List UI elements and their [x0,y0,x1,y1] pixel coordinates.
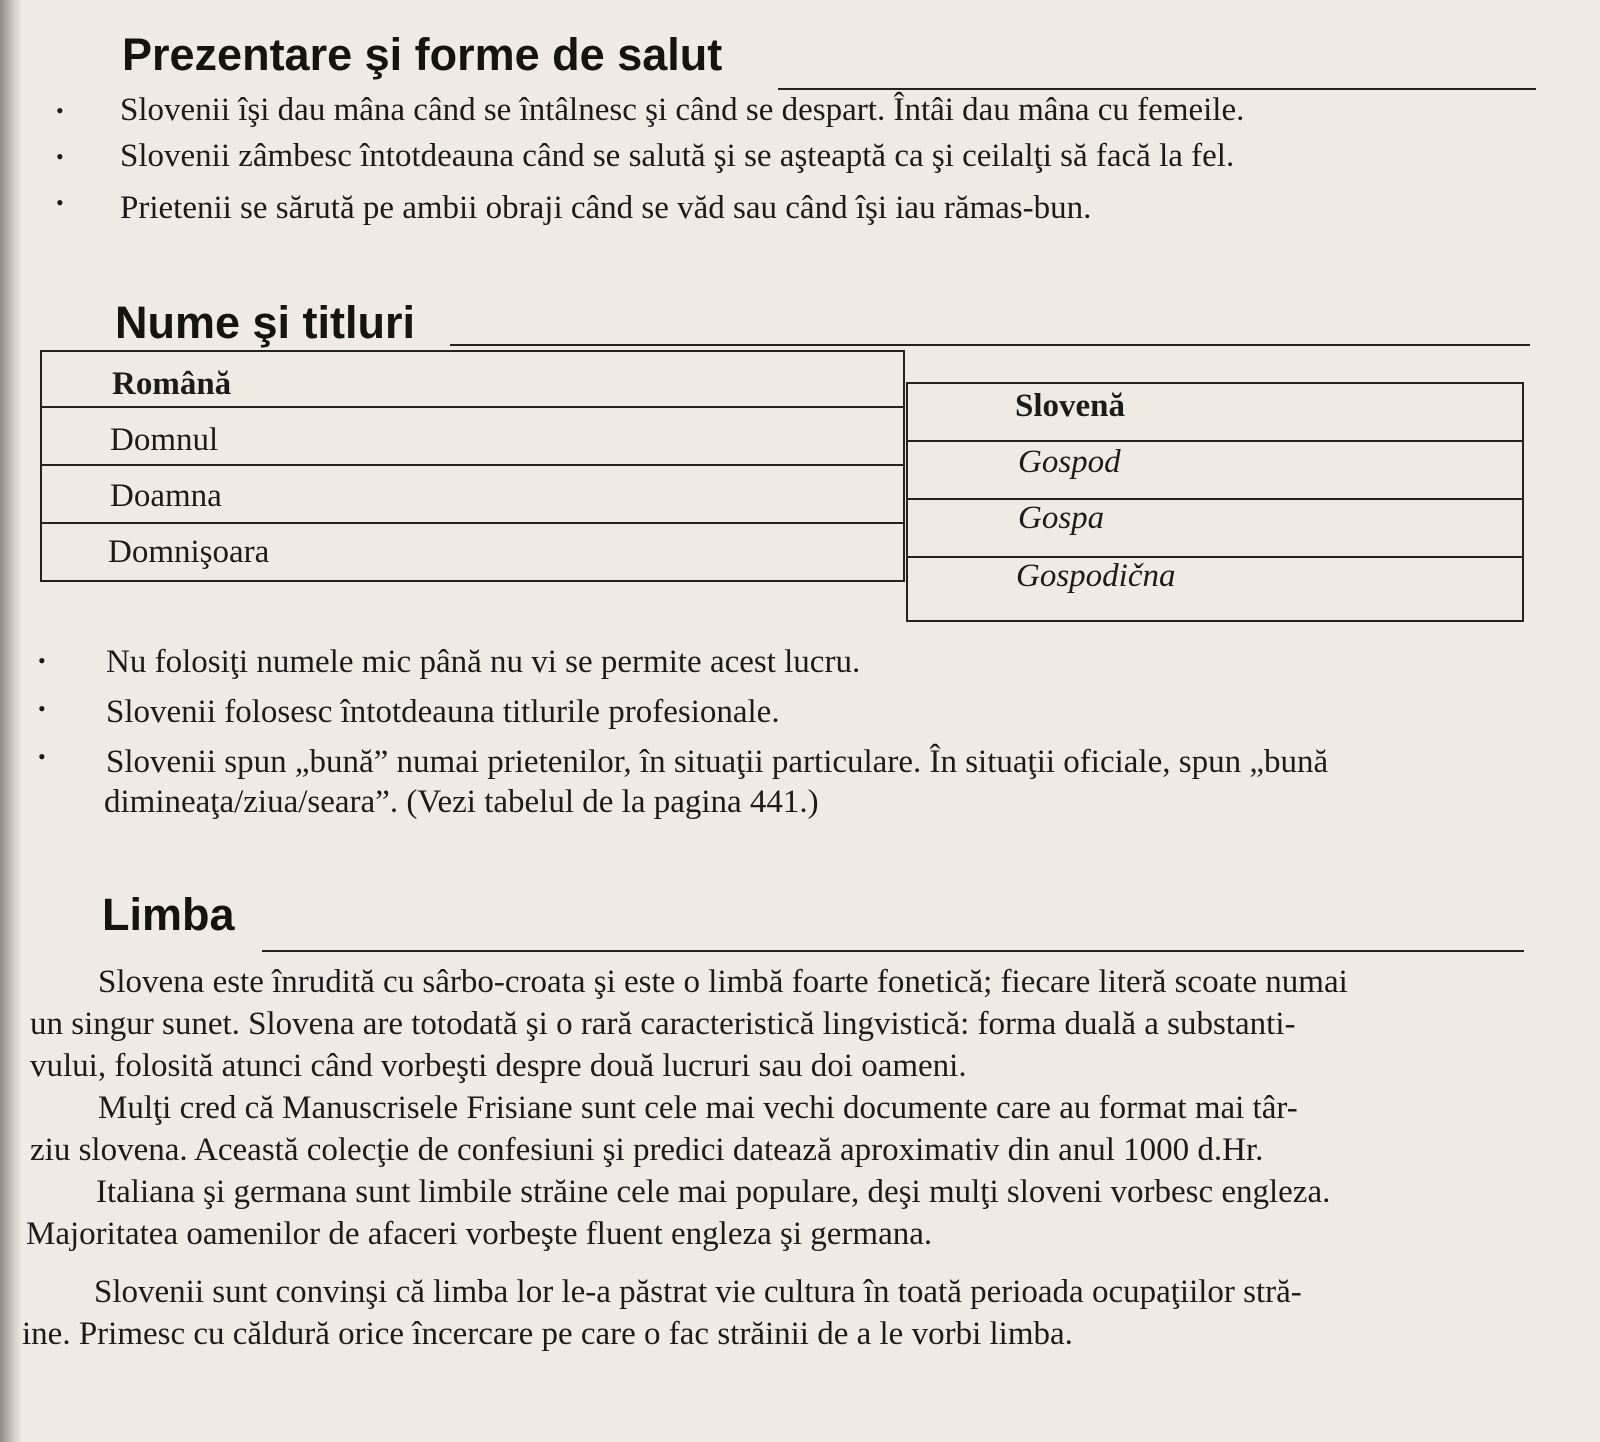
table-cell-slovenian: Gospa [1018,500,1105,536]
table-cell-romanian: Domnişoara [108,534,270,570]
list-item: • Slovenii zâmbesc întotdeauna când se salută şi se aşteaptă ca şi ceilalţi să facă la fel. [56,138,1235,174]
paragraph-line: Italiana şi germana sunt limbile străine cele mai populare, deşi mulţi sloveni vorbesc engleza. [96,1174,1331,1210]
bullet-icon: • [56,98,64,123]
paragraph-line: Slovena este înrudită cu sârbo-croata şi este o limbă foarte fonetică; fiecare literă scoate numai [98,964,1348,1000]
list-item: • Slovenii spun „bună” numai prietenilor, în situaţii particulare. În situaţii oficiale, spun „bună [38,744,1329,780]
greetings-bullet-list [56,92,1536,228]
bullet-icon: • [56,190,64,215]
section-rule-language [262,950,1524,952]
paragraph-line: un singur sunet. Slovena are totodată şi o rară caracteristică lingvistică: forma duală a substanti- [30,1006,1296,1042]
table-right-frame [906,382,1524,622]
table-cell-slovenian: Gospodična [1016,558,1176,594]
paragraph-line: Slovenii sunt convinşi că limba lor le-a păstrat vie cultura în toată perioada ocupaţiilor stră- [94,1274,1302,1310]
list-item-continuation: dimineaţa/ziua/seara”. (Vezi tabelul de la pagina 441.) [104,784,819,820]
table-row-divider [40,522,905,524]
paragraph-line: Majoritatea oamenilor de afaceri vorbeşte fluent engleza şi germana. [26,1216,933,1252]
section-title-greetings: Prezentare şi forme de salut [122,29,723,80]
table-cell-romanian: Domnul [110,422,219,458]
table-row-divider [40,406,905,408]
section-title-language: Limba [102,889,235,940]
table-row-divider [906,440,1524,442]
table-row-divider [906,498,1524,500]
table-row-divider [906,556,1524,558]
bullet-icon: • [38,744,46,769]
list-item: • Slovenii folosesc întotdeauna titlurile profesionale. [38,694,780,730]
section-title-names: Nume şi titluri [115,297,416,348]
paragraph-line: Mulţi cred că Manuscrisele Frisiane sunt cele mai vechi documente care au format mai târ- [98,1090,1298,1126]
bullet-icon: • [56,144,64,169]
list-item: • Nu folosiţi numele mic până nu vi se permite acest lucru. [38,644,861,680]
table-header-romanian: Română [112,366,232,402]
bullet-icon: • [38,696,46,721]
names-titles-table [40,350,1525,622]
names-bullet-list [38,644,1518,820]
section-rule-greetings [778,88,1536,90]
paragraph-line: vului, folosită atunci când vorbeşti despre două lucruri sau doi oameni. [30,1048,967,1084]
bullet-icon: • [38,648,46,673]
section-rule-names [450,344,1530,346]
paragraph-line: ine. Primesc cu căldură orice încercare pe care o fac străinii de a le vorbi limba. [22,1316,1073,1352]
table-row-divider [40,464,905,466]
table-header-slovenian: Slovenă [1015,388,1126,424]
table-cell-slovenian: Gospod [1018,444,1121,480]
list-item: • Slovenii îşi dau mâna când se întâlnesc şi când se despart. Întâi dau mâna cu femeile. [56,92,1245,128]
table-cell-romanian: Doamna [110,478,222,514]
paragraph-line: ziu slovena. Această colecţie de confesiuni şi predici datează aproximativ din anul 1000 d.Hr. [30,1132,1264,1168]
list-item: • Prietenii se sărută pe ambii obraji când se văd sau când îşi iau rămas-bun. [56,190,1092,226]
